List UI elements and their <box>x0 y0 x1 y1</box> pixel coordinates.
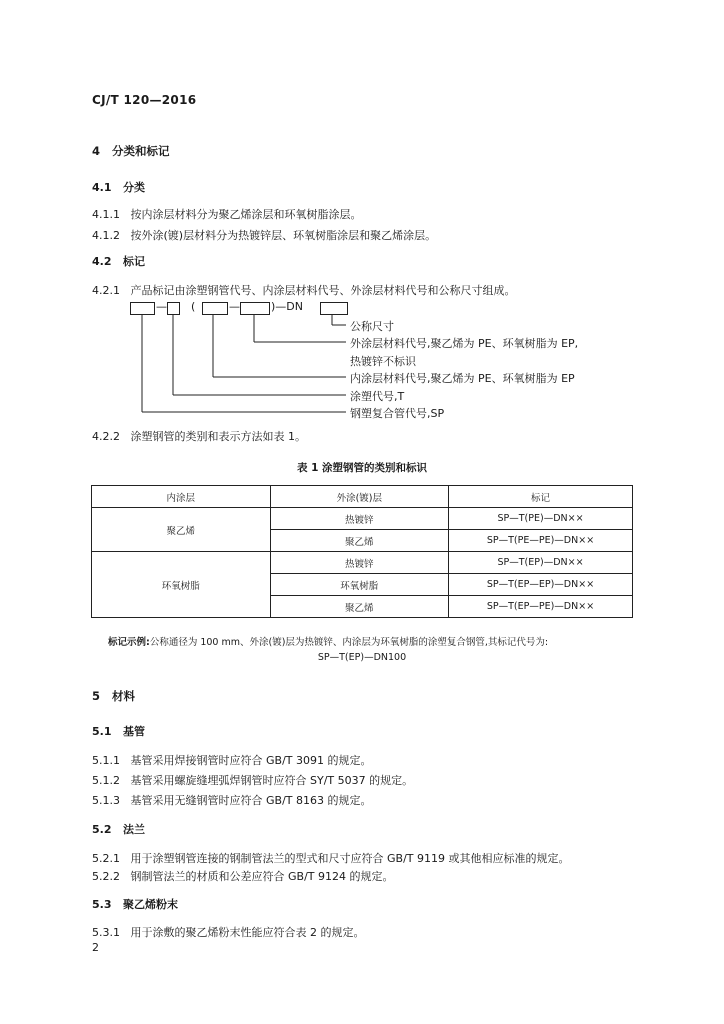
section-5-heading <box>92 688 135 704</box>
marking-box-sp <box>130 302 155 315</box>
clause-4-2-2 <box>92 428 306 444</box>
section-number: 5 <box>92 689 101 703</box>
clause-text: 按外涂(镀)层材料分为热镀锌层、环氧树脂涂层和聚乙烯涂层。 <box>130 229 437 242</box>
clause-5-1-1 <box>92 752 371 768</box>
clause-text: 用于涂塑钢管连接的钢制管法兰的型式和尺寸应符合 GB/T 9119 或其他相应标准的规定。 <box>130 852 570 865</box>
section-number: 4.1 <box>92 181 112 194</box>
table-cell-outer: 聚乙烯 <box>270 596 449 618</box>
diagram-label-outer: 外涂层材料代号,聚乙烯为 PE、环氧树脂为 EP, <box>350 337 579 350</box>
table-row <box>92 552 633 574</box>
marking-dash-2: — <box>229 300 240 313</box>
section-title: 材料 <box>112 689 136 703</box>
section-number: 4 <box>92 144 101 158</box>
standard-code: CJ/T 120—2016 <box>92 93 197 107</box>
section-title: 法兰 <box>123 823 145 836</box>
section-title: 聚乙烯粉末 <box>123 898 178 911</box>
diagram-label-inner: 内涂层材料代号,聚乙烯为 PE、环氧树脂为 EP <box>350 372 575 385</box>
section-title: 分类 <box>123 181 145 194</box>
clause-5-2-1 <box>92 850 569 866</box>
table-cell-mark: SP—T(EP)—DN×× <box>449 552 633 574</box>
clause-text: 涂塑钢管的类别和表示方法如表 1。 <box>130 430 306 443</box>
clause-text: 基管采用焊接钢管时应符合 GB/T 3091 的规定。 <box>130 754 372 767</box>
table-1 <box>91 485 633 618</box>
section-title: 基管 <box>123 725 145 738</box>
diagram-label-outer-note: 热镀锌不标识 <box>350 355 416 368</box>
clause-number: 5.1.3 <box>92 794 120 807</box>
clause-5-3-1 <box>92 924 365 940</box>
table-cell-outer: 聚乙烯 <box>270 530 449 552</box>
table-cell-outer: 环氧树脂 <box>270 574 449 596</box>
section-number: 5.1 <box>92 725 112 738</box>
section-title: 标记 <box>123 255 145 268</box>
table-cell-mark: SP—T(PE—PE)—DN×× <box>449 530 633 552</box>
clause-number: 5.1.2 <box>92 774 120 787</box>
section-title: 分类和标记 <box>112 144 170 158</box>
table-1-caption: 表 1 涂塑钢管的类别和标识 <box>296 462 428 474</box>
table-header-cell: 内涂层 <box>92 486 271 508</box>
example-text: 公称通径为 100 mm、外涂(镀)层为热镀锌、内涂层为环氧树脂的涂塑复合钢管,其标记代号为: <box>149 637 549 648</box>
clause-5-1-2 <box>92 772 413 788</box>
clause-text: 产品标记由涂塑钢管代号、内涂层材料代号、外涂层材料代号和公称尺寸组成。 <box>130 284 516 297</box>
section-number: 5.2 <box>92 823 112 836</box>
table-header-cell: 外涂(镀)层 <box>270 486 449 508</box>
marking-box-outer <box>240 302 270 315</box>
section-5-3-heading <box>92 896 178 912</box>
marking-box-t <box>167 302 180 315</box>
table-cell-mark: SP—T(EP—PE)—DN×× <box>449 596 633 618</box>
table-cell-mark: SP—T(PE)—DN×× <box>449 508 633 530</box>
clause-5-2-2 <box>92 868 393 884</box>
clause-number: 5.3.1 <box>92 926 120 939</box>
clause-5-1-3 <box>92 792 371 808</box>
clause-number: 4.2.2 <box>92 430 120 443</box>
marking-lparen: ( <box>191 300 196 313</box>
clause-text: 按内涂层材料分为聚乙烯涂层和环氧树脂涂层。 <box>130 208 362 221</box>
table-cell-mark: SP—T(EP—EP)—DN×× <box>449 574 633 596</box>
clause-text: 基管采用螺旋缝埋弧焊钢管时应符合 SY/T 5037 的规定。 <box>130 774 414 787</box>
section-number: 4.2 <box>92 255 112 268</box>
example-code: SP—T(EP)—DN100 <box>317 652 407 663</box>
clause-number: 5.2.1 <box>92 852 120 865</box>
clause-number: 4.2.1 <box>92 284 120 297</box>
page-number: 2 <box>92 941 99 954</box>
section-number: 5.3 <box>92 898 112 911</box>
clause-text: 钢制管法兰的材质和公差应符合 GB/T 9124 的规定。 <box>130 870 394 883</box>
table-cell-inner: 环氧树脂 <box>92 552 271 618</box>
table-cell-outer: 热镀锌 <box>270 552 449 574</box>
diagram-label-t: 涂塑代号,T <box>350 390 405 403</box>
table-header-cell: 标记 <box>449 486 633 508</box>
clause-number: 4.1.2 <box>92 229 120 242</box>
marking-box-size <box>320 302 348 315</box>
marking-dash-1: — <box>156 300 167 313</box>
table-cell-outer: 热镀锌 <box>270 508 449 530</box>
section-5-2-heading <box>92 821 145 837</box>
diagram-label-sp: 钢塑复合管代号,SP <box>350 407 445 420</box>
clause-number: 5.1.1 <box>92 754 120 767</box>
section-5-1-heading <box>92 723 145 739</box>
table-header-row <box>92 486 633 508</box>
example-label: 标记示例: <box>108 637 150 648</box>
marking-example <box>108 634 548 648</box>
table-cell-inner: 聚乙烯 <box>92 508 271 552</box>
marking-box-inner <box>202 302 228 315</box>
clause-number: 4.1.1 <box>92 208 120 221</box>
marking-dn: )—DN <box>271 300 303 313</box>
clause-text: 基管采用无缝钢管时应符合 GB/T 8163 的规定。 <box>130 794 372 807</box>
clause-text: 用于涂敷的聚乙烯粉末性能应符合表 2 的规定。 <box>130 926 365 939</box>
diagram-label-size: 公称尺寸 <box>350 320 394 333</box>
clause-number: 5.2.2 <box>92 870 120 883</box>
table-row <box>92 508 633 530</box>
